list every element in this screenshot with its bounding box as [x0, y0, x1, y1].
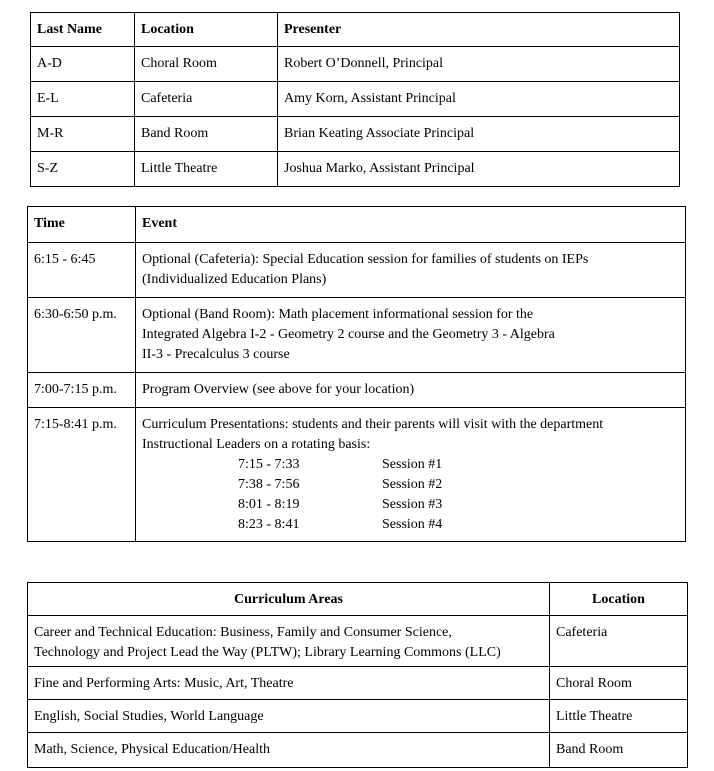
- event-line: Optional (Band Room): Math placement informational session for the: [142, 307, 534, 322]
- location-cell: Little Theatre: [135, 152, 278, 187]
- area-cell: [28, 667, 550, 700]
- session-row: [142, 455, 679, 475]
- location-cell: Choral Room: [550, 667, 688, 700]
- event-cell: [136, 408, 686, 542]
- presenter-cell: Robert O’Donnell, Principal: [278, 47, 680, 82]
- area-line: Career and Technical Education: Business, Family and Consumer Science,: [34, 625, 452, 640]
- table-row: [28, 373, 686, 408]
- event-line: Integrated Algebra I-2 - Geometry 2 course and the Geometry 3 - Algebra: [142, 327, 555, 342]
- curriculum-table: [27, 582, 688, 768]
- presenters-table: [30, 12, 680, 187]
- area-line: Math, Science, Physical Education/Health: [34, 742, 270, 757]
- last-name-cell: S-Z: [31, 152, 135, 187]
- table-header-row: [28, 583, 688, 616]
- header-location: Location: [550, 583, 688, 616]
- header-last-name: Last Name: [31, 13, 135, 47]
- last-name-cell: E-L: [31, 82, 135, 117]
- session-time: 7:15 - 7:33: [238, 457, 300, 472]
- event-line: II-3 - Precalculus 3 course: [142, 347, 290, 362]
- presenter-cell: Amy Korn, Assistant Principal: [278, 82, 680, 117]
- table-row: [28, 298, 686, 373]
- table-row: [28, 408, 686, 542]
- area-cell: [28, 700, 550, 733]
- table-row: [31, 152, 680, 187]
- area-cell: [28, 733, 550, 768]
- header-time: Time: [28, 207, 136, 243]
- location-cell: Choral Room: [135, 47, 278, 82]
- location-cell: Band Room: [550, 733, 688, 768]
- area-line: English, Social Studies, World Language: [34, 709, 264, 724]
- event-line: Program Overview (see above for your location): [142, 382, 415, 397]
- table-row: [31, 82, 680, 117]
- session-label: Session #4: [382, 517, 443, 532]
- table-header-row: [31, 13, 680, 47]
- event-cell: [136, 373, 686, 408]
- session-time: 8:23 - 8:41: [238, 517, 300, 532]
- location-cell: Little Theatre: [550, 700, 688, 733]
- event-cell: [136, 298, 686, 373]
- presenter-cell: Brian Keating Associate Principal: [278, 117, 680, 152]
- last-name-cell: M-R: [31, 117, 135, 152]
- time-cell: 6:15 - 6:45: [28, 243, 136, 298]
- last-name-cell: A-D: [31, 47, 135, 82]
- time-cell: 7:15-8:41 p.m.: [28, 408, 136, 542]
- table-row: [28, 243, 686, 298]
- area-cell: [28, 616, 550, 667]
- location-cell: Band Room: [135, 117, 278, 152]
- header-presenter: Presenter: [278, 13, 680, 47]
- table-row: [28, 733, 688, 768]
- schedule-table: [27, 206, 686, 542]
- event-line: Instructional Leaders on a rotating basis:: [142, 437, 371, 452]
- session-row: [142, 495, 679, 515]
- event-line: (Individualized Education Plans): [142, 272, 327, 287]
- location-cell: Cafeteria: [550, 616, 688, 667]
- area-line: Fine and Performing Arts: Music, Art, Theatre: [34, 676, 294, 691]
- session-label: Session #3: [382, 497, 443, 512]
- time-cell: 7:00-7:15 p.m.: [28, 373, 136, 408]
- location-cell: Cafeteria: [135, 82, 278, 117]
- header-event: Event: [136, 207, 686, 243]
- table-row: [31, 117, 680, 152]
- header-curriculum-areas: Curriculum Areas: [28, 583, 550, 616]
- table-row: [28, 700, 688, 733]
- table-row: [28, 616, 688, 667]
- event-cell: [136, 243, 686, 298]
- event-line: Optional (Cafeteria): Special Education session for families of students on IEPs: [142, 252, 589, 267]
- session-row: [142, 475, 679, 495]
- table-row: [28, 667, 688, 700]
- presenter-cell: Joshua Marko, Assistant Principal: [278, 152, 680, 187]
- session-label: Session #1: [382, 457, 443, 472]
- session-row: [142, 515, 679, 535]
- table-header-row: [28, 207, 686, 243]
- session-time: 7:38 - 7:56: [238, 477, 300, 492]
- header-location: Location: [135, 13, 278, 47]
- event-line: Curriculum Presentations: students and their parents will visit with the department: [142, 417, 604, 432]
- session-time: 8:01 - 8:19: [238, 497, 300, 512]
- table-row: [31, 47, 680, 82]
- area-line: Technology and Project Lead the Way (PLTW); Library Learning Commons (LLC): [34, 645, 501, 660]
- time-cell: 6:30-6:50 p.m.: [28, 298, 136, 373]
- session-label: Session #2: [382, 477, 443, 492]
